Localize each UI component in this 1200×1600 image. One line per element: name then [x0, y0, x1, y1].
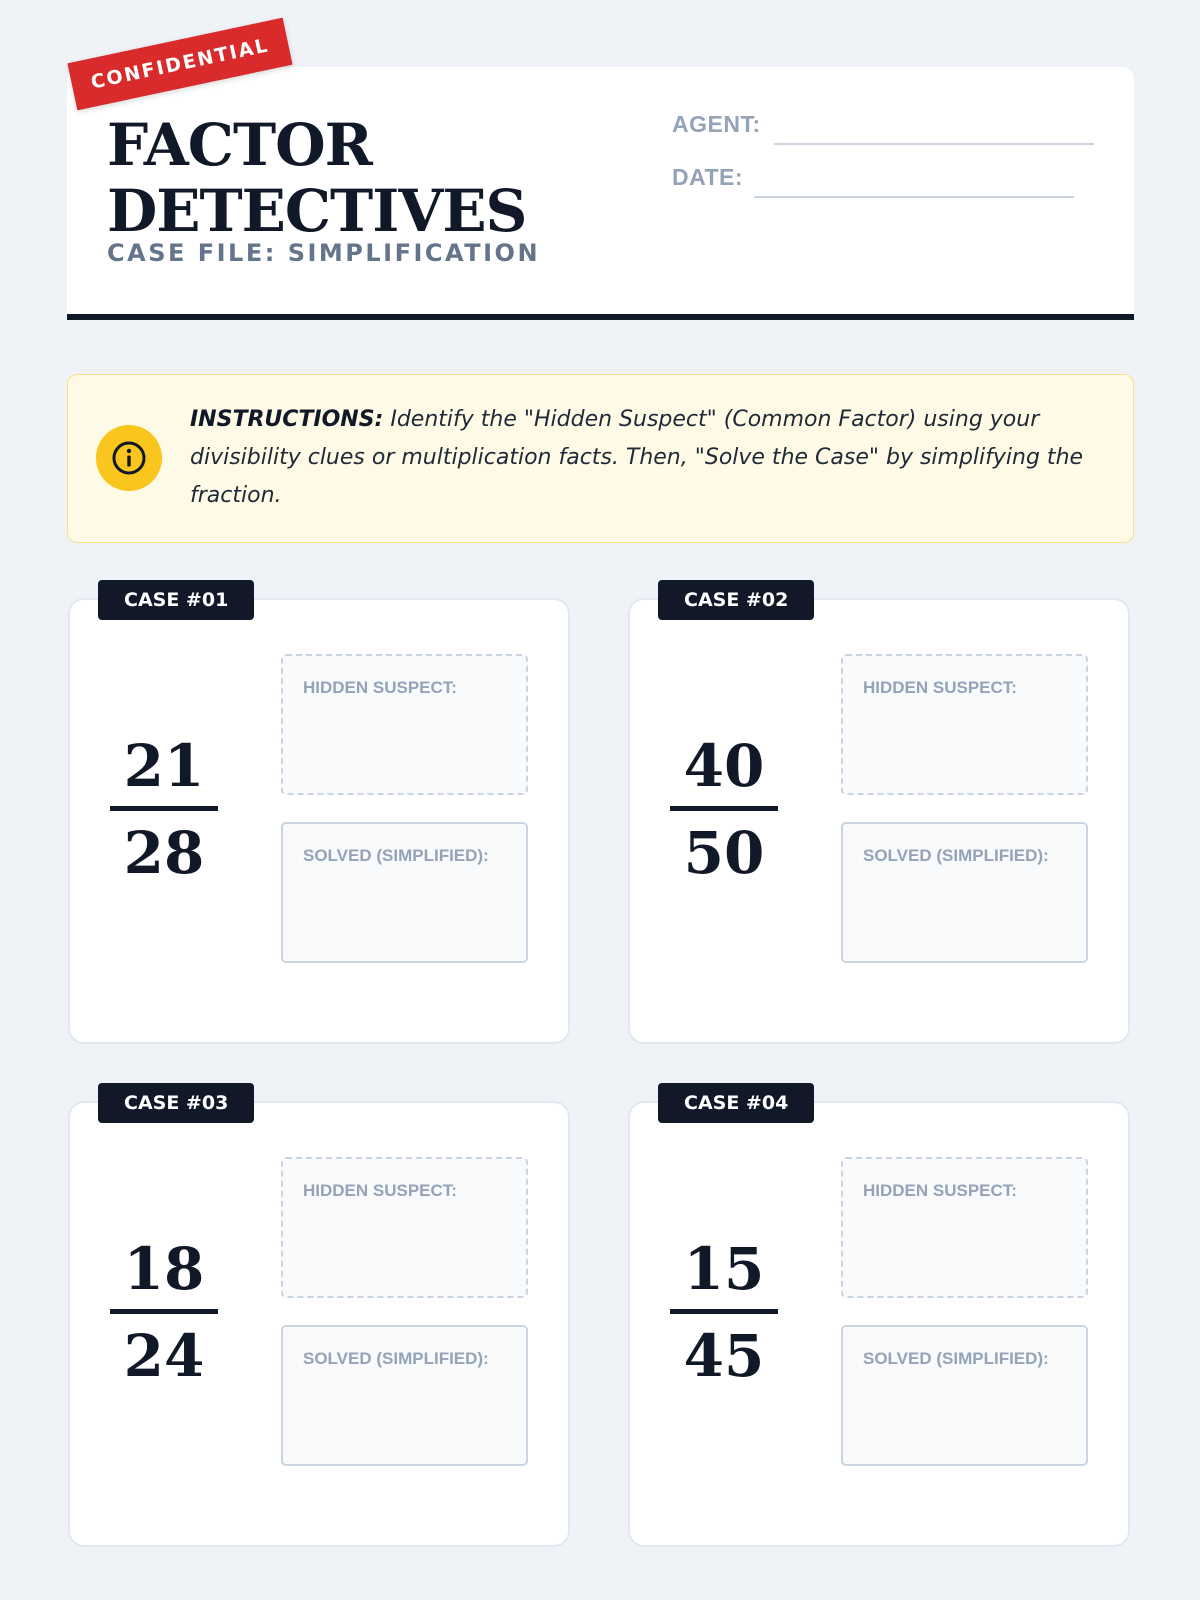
instructions-label: INSTRUCTIONS:: [190, 407, 384, 432]
fraction: [110, 730, 218, 889]
instructions-body: Identify the "Hidden Suspect" (Common Factor) using your divisibility clues or multiplication facts. Then, "Solve the Case" by simplifying the fraction.: [190, 407, 1084, 508]
info-icon: [96, 425, 162, 491]
numerator: 40: [683, 732, 765, 800]
case-card: [68, 1092, 570, 1547]
fraction: [670, 1233, 778, 1392]
hidden-suspect-label: HIDDEN SUSPECT:: [863, 678, 1017, 697]
hidden-suspect-box[interactable]: [281, 1157, 528, 1298]
case-tag: CASE #03: [98, 1083, 254, 1123]
hidden-suspect-box[interactable]: [841, 654, 1088, 795]
case-card: [68, 589, 570, 1044]
title-line-2: DETECTIVES: [107, 177, 527, 245]
case-tag: CASE #01: [98, 580, 254, 620]
hidden-suspect-box[interactable]: [841, 1157, 1088, 1298]
case-tag: CASE #02: [658, 580, 814, 620]
hidden-suspect-box[interactable]: [281, 654, 528, 795]
instructions-text: [190, 401, 1100, 515]
page-title: [107, 112, 526, 244]
case-tag: CASE #04: [658, 1083, 814, 1123]
solved-label: SOLVED (SIMPLIFIED):: [863, 1349, 1049, 1368]
fraction-bar: [110, 806, 218, 811]
fraction-bar: [110, 1309, 218, 1314]
solved-box[interactable]: [841, 1325, 1088, 1466]
solved-box[interactable]: [841, 822, 1088, 963]
hidden-suspect-label: HIDDEN SUSPECT:: [303, 1181, 457, 1200]
fraction-bar: [670, 806, 778, 811]
fraction: [110, 1233, 218, 1392]
confidential-stamp: CONFIDENTIAL: [67, 18, 292, 111]
fraction: [670, 730, 778, 889]
solved-label: SOLVED (SIMPLIFIED):: [303, 846, 489, 865]
agent-label: AGENT:: [672, 111, 761, 137]
title-line-1: FACTOR: [107, 111, 372, 179]
hidden-suspect-label: HIDDEN SUSPECT:: [303, 678, 457, 697]
solved-label: SOLVED (SIMPLIFIED):: [863, 846, 1049, 865]
page-subtitle: CASE FILE: SIMPLIFICATION: [107, 239, 541, 267]
agent-field[interactable]: [774, 143, 1094, 145]
date-field[interactable]: [754, 196, 1074, 198]
numerator: 21: [123, 732, 205, 800]
numerator: 18: [123, 1235, 205, 1303]
date-label: DATE:: [672, 164, 744, 190]
fraction-bar: [670, 1309, 778, 1314]
case-card: [628, 589, 1130, 1044]
solved-box[interactable]: [281, 1325, 528, 1466]
denominator: 45: [683, 1322, 765, 1390]
case-card: [628, 1092, 1130, 1547]
denominator: 28: [123, 819, 205, 887]
solved-box[interactable]: [281, 822, 528, 963]
denominator: 50: [683, 819, 765, 887]
numerator: 15: [683, 1235, 765, 1303]
instructions-box: [67, 374, 1134, 543]
denominator: 24: [123, 1322, 205, 1390]
header-card: [67, 67, 1134, 320]
solved-label: SOLVED (SIMPLIFIED):: [303, 1349, 489, 1368]
hidden-suspect-label: HIDDEN SUSPECT:: [863, 1181, 1017, 1200]
